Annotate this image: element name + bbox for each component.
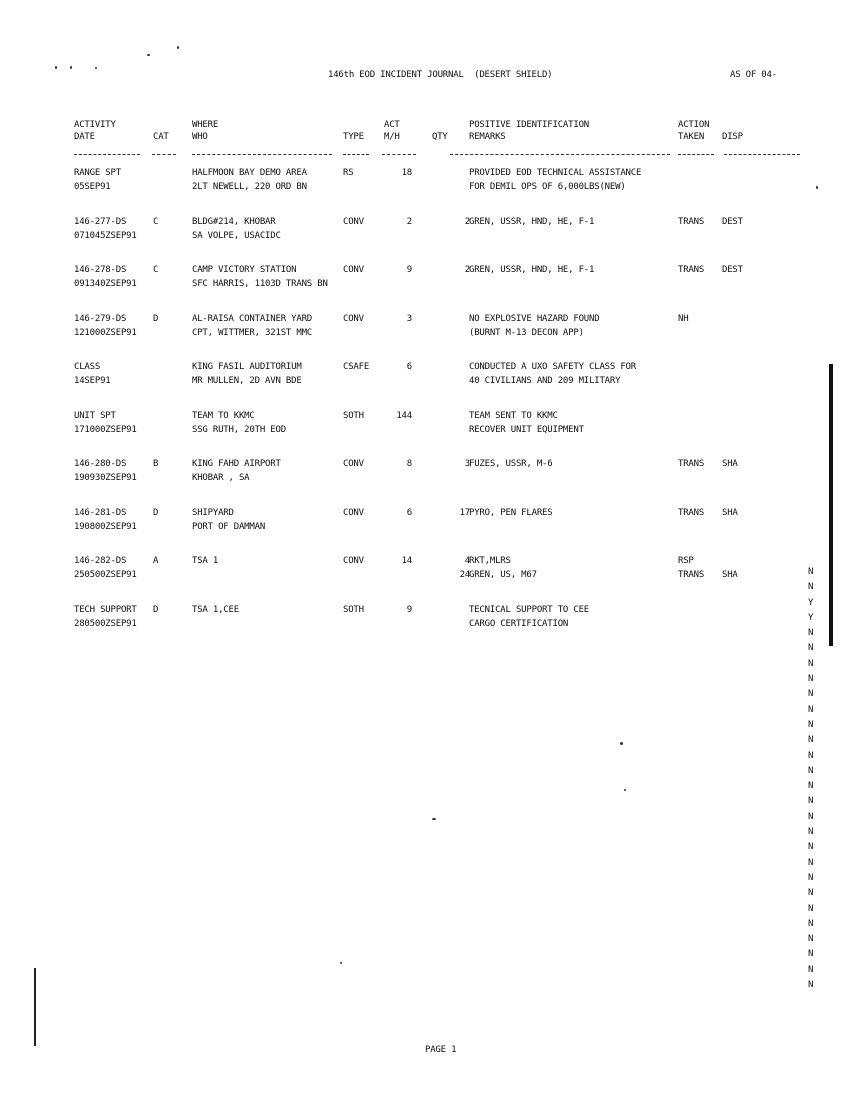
margin-flag: Y xyxy=(808,612,814,623)
header-where: WHERE WHO xyxy=(192,120,219,142)
table-row xyxy=(0,166,850,206)
scan-speck xyxy=(816,186,818,189)
row-man-hours: 18 xyxy=(401,168,412,178)
margin-flag: N xyxy=(808,857,814,868)
row-activity: 146-279-DS 121000ZSEP91 xyxy=(74,313,137,338)
row-man-hours: 6 xyxy=(406,362,412,372)
row-action-taken: RSP TRANS xyxy=(678,556,705,580)
header-rule xyxy=(152,154,176,155)
row-category: D xyxy=(153,604,159,615)
header-act: ACT M/H xyxy=(384,120,400,142)
row-activity: 146-278-DS 091340ZSEP91 xyxy=(74,265,137,289)
page-number: PAGE 1 xyxy=(425,1045,457,1055)
table-row xyxy=(0,603,850,643)
row-where-who: CAMP VICTORY STATION SFC HARRIS, 1103D TRANS BN xyxy=(192,265,328,289)
scan-speck xyxy=(95,67,97,69)
row-remarks: PROVIDED EOD TECHNICAL ASSISTANCE FOR DEMIL OPS OF 6,000LBS(NEW) xyxy=(469,168,642,192)
margin-flag: N xyxy=(808,964,814,975)
table-row xyxy=(0,506,850,546)
row-remarks: PYRO, PEN FLARES xyxy=(469,507,553,518)
document-title: 146th EOD INCIDENT JOURNAL (DESERT SHIELD) xyxy=(328,70,553,80)
margin-flag: N xyxy=(808,811,814,822)
row-action-taken: TRANS xyxy=(678,507,705,518)
row-category: C xyxy=(153,265,159,275)
table-row xyxy=(0,263,850,303)
margin-flag: N xyxy=(808,735,814,746)
row-where-who: AL-RAISA CONTAINER YARD CPT, WITTMER, 321ST MMC xyxy=(192,313,313,338)
row-where-who: TSA 1,CEE xyxy=(192,604,239,615)
row-where-who: TEAM TO KKMC SSG RUTH, 20TH EOD xyxy=(192,410,286,435)
margin-flag: Y xyxy=(808,597,814,608)
margin-flag: N xyxy=(808,750,814,761)
row-category: A xyxy=(153,556,159,566)
margin-flag: N xyxy=(808,888,814,899)
margin-flag: N xyxy=(808,980,814,991)
margin-flag: N xyxy=(808,643,814,654)
row-where-who: HALFMOON BAY DEMO AREA 2LT NEWELL, 220 ORD BN xyxy=(192,168,307,192)
margin-flag: N xyxy=(808,704,814,715)
margin-flag: N xyxy=(808,872,814,883)
margin-flag: N xyxy=(808,689,814,700)
row-activity: TECH SUPPORT 280500ZSEP91 xyxy=(74,604,137,629)
row-action-taken: TRANS xyxy=(678,265,705,275)
margin-flag: N xyxy=(808,934,814,945)
table-row xyxy=(0,409,850,449)
margin-bar-mark xyxy=(829,364,833,646)
row-type: CSAFE xyxy=(343,362,370,372)
scan-speck xyxy=(55,66,57,69)
header-rule xyxy=(74,154,140,155)
header-rule xyxy=(343,154,369,155)
row-remarks: RKT,MLRS GREN, US, M67 xyxy=(469,556,537,580)
scan-speck xyxy=(70,66,72,69)
row-man-hours: 8 xyxy=(406,459,412,469)
row-disposition: SHA xyxy=(722,507,738,518)
margin-flag: N xyxy=(808,582,814,593)
margin-flag: N xyxy=(808,842,814,853)
header-disp: DISP xyxy=(722,132,743,142)
header-rule xyxy=(724,154,800,155)
row-category: B xyxy=(153,459,159,469)
row-type: CONV xyxy=(343,216,364,227)
row-type: CONV xyxy=(343,556,364,566)
margin-flag: N xyxy=(808,628,814,639)
row-disposition: SHA xyxy=(722,459,738,469)
margin-flag: N xyxy=(808,949,814,960)
scan-speck xyxy=(432,818,436,820)
row-action-taken: TRANS xyxy=(678,459,705,469)
scan-speck xyxy=(624,789,626,791)
header-rule xyxy=(450,154,670,155)
scan-edge-line xyxy=(34,968,36,1046)
row-man-hours: 6 xyxy=(406,507,412,518)
header-rule xyxy=(382,154,416,155)
row-action-taken: TRANS xyxy=(678,216,705,227)
row-activity: CLASS 14SEP91 xyxy=(74,362,111,386)
header-cat: CAT xyxy=(153,132,169,142)
row-type: SOTH xyxy=(343,410,364,421)
row-type: CONV xyxy=(343,265,364,275)
row-category: D xyxy=(153,507,159,518)
row-man-hours: 2 xyxy=(406,216,412,227)
row-disposition: DEST xyxy=(722,216,743,227)
row-activity: 146-281-DS 190800ZSEP91 xyxy=(74,507,137,532)
row-man-hours: 3 xyxy=(406,313,412,324)
margin-flags xyxy=(808,565,813,993)
header-action: ACTION TAKEN xyxy=(678,120,710,142)
row-activity: 146-282-DS 250500ZSEP91 xyxy=(74,556,137,580)
row-remarks: GREN, USSR, HND, HE, F-1 xyxy=(469,216,595,227)
row-activity: 146-277-DS 071045ZSEP91 xyxy=(74,216,137,241)
row-type: SOTH xyxy=(343,604,364,615)
scan-speck xyxy=(620,742,623,745)
header-qty: QTY xyxy=(432,132,448,142)
header-rule xyxy=(678,154,714,155)
row-action-taken: NH xyxy=(678,313,689,324)
table-row xyxy=(0,457,850,497)
row-activity: 146-280-DS 190930ZSEP91 xyxy=(74,459,137,483)
header-remarks: POSITIVE IDENTIFICATION REMARKS xyxy=(469,120,590,142)
row-where-who: TSA 1 xyxy=(192,556,219,566)
row-category: D xyxy=(153,313,159,324)
row-where-who: KING FASIL AUDITORIUM MR MULLEN, 2D AVN BDE xyxy=(192,362,302,386)
row-remarks: FUZES, USSR, M-6 xyxy=(469,459,553,469)
row-type: CONV xyxy=(343,459,364,469)
margin-flag: N xyxy=(808,781,814,792)
header-rule xyxy=(192,154,332,155)
table-row xyxy=(0,360,850,400)
margin-flag: N xyxy=(808,827,814,838)
row-remarks: CONDUCTED A UXO SAFETY CLASS FOR 40 CIVILIANS AND 209 MILITARY xyxy=(469,362,636,386)
row-quantity: 4 24 xyxy=(459,556,470,580)
margin-flag: N xyxy=(808,796,814,807)
row-quantity: 17 xyxy=(459,507,470,518)
row-where-who: SHIPYARD PORT OF DAMMAN xyxy=(192,507,266,532)
row-category: C xyxy=(153,216,159,227)
margin-flag: N xyxy=(808,903,814,914)
row-remarks: NO EXPLOSIVE HAZARD FOUND (BURNT M-13 DECON APP) xyxy=(469,313,600,338)
row-disposition: SHA xyxy=(722,570,738,580)
row-quantity: 2 xyxy=(464,216,470,227)
row-disposition: DEST xyxy=(722,265,743,275)
margin-flag: N xyxy=(808,658,814,669)
scan-speck xyxy=(177,46,179,49)
row-man-hours: 144 xyxy=(396,410,412,421)
row-man-hours: 9 xyxy=(406,265,412,275)
margin-flag: N xyxy=(808,674,814,685)
row-activity: UNIT SPT 171000ZSEP91 xyxy=(74,410,137,435)
row-remarks: GREN, USSR, HND, HE, F-1 xyxy=(469,265,595,275)
row-where-who: KING FAHD AIRPORT KHOBAR , SA xyxy=(192,459,281,483)
table-row xyxy=(0,215,850,255)
table-row xyxy=(0,554,850,594)
table-row xyxy=(0,312,850,352)
row-activity: RANGE SPT 05SEP91 xyxy=(74,168,121,192)
header-activity: ACTIVITY DATE xyxy=(74,120,116,142)
row-quantity: 3 xyxy=(464,459,470,469)
row-quantity: 2 xyxy=(464,265,470,275)
row-man-hours: 14 xyxy=(401,556,412,566)
row-where-who: BLDG#214, KHOBAR SA VOLPE, USACIDC xyxy=(192,216,281,241)
scan-speck xyxy=(147,54,150,56)
row-remarks: TEAM SENT TO KKMC RECOVER UNIT EQUIPMENT xyxy=(469,410,584,435)
margin-flag: N xyxy=(808,765,814,776)
row-type: RS xyxy=(343,168,354,178)
margin-flag: N xyxy=(808,567,814,577)
row-remarks: TECNICAL SUPPORT TO CEE CARGO CERTIFICATION xyxy=(469,604,590,629)
row-type: CONV xyxy=(343,507,364,518)
margin-flag: N xyxy=(808,719,814,730)
row-type: CONV xyxy=(343,313,364,324)
as-of-date: AS OF 04- xyxy=(730,70,777,80)
header-type: TYPE xyxy=(343,132,364,142)
row-man-hours: 9 xyxy=(406,604,412,615)
margin-flag: N xyxy=(808,918,814,929)
scan-speck xyxy=(340,962,342,964)
